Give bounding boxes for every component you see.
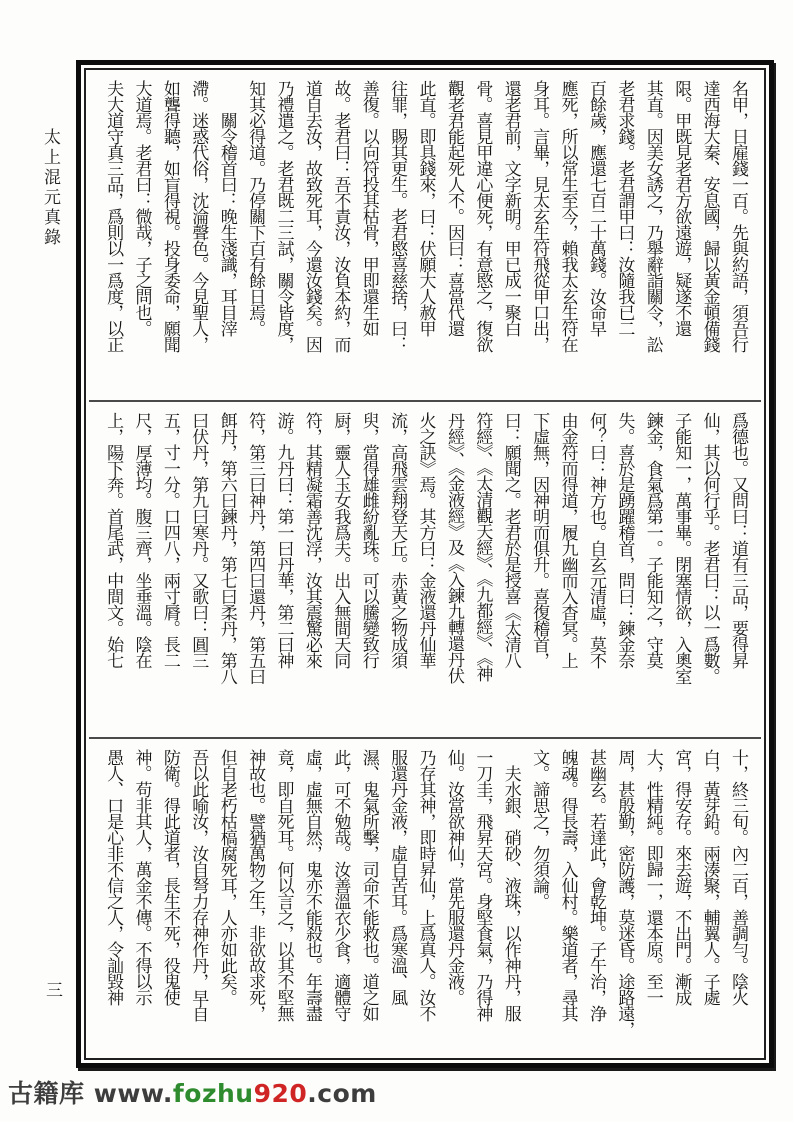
text-column: 白，黃芽鉛。兩湊聚，輔翼人。子處 [699,749,720,1005]
text-column: 子能知一，萬事畢。閉塞情欲，入奧室 [671,412,692,684]
text-column: 甚幽玄。若達此，會乾坤。子午治，浄 [585,749,606,1021]
watermark-url-suffix: .com [307,1079,377,1108]
text-column: 厨，靈人玉女我爲夫。出入無間天同 [330,412,351,668]
text-column: 丹經》、《金液經》及《入鍊九轉還丹伏 [443,412,464,683]
inner-border [84,68,766,1060]
text-column: 上，陽下奔。首尾武，中間文。始七 [103,412,124,668]
text-column: 關令稽首曰：晚生淺識，耳目滓 [216,80,237,336]
text-column: 愚人、口是心非不信之人，令訕毀神 [103,749,124,1005]
text-column: 身耳。言畢，見太玄生符飛從甲口出， [529,80,550,352]
text-column: 十，終三旬。內二百，善調勻。陰火 [728,749,748,1005]
text-column: 何？曰：神方也。自玄元清虛，莫不 [585,412,606,668]
text-column: 百餘歲，應還七百二十萬錢。汝命早 [585,80,606,336]
text-column: 如聾得聽，如盲得視。投身委命，願聞 [159,80,180,352]
text-column: 游。九丹曰：第一曰丹華，第二曰神 [273,412,294,668]
text-column: 還老君前，文字新明。甲已成一聚白 [500,80,521,336]
bottom-register [86,739,764,1058]
text-column: 虛，虛無自然，鬼亦不能殺也。年壽盡 [301,749,322,1021]
watermark [8,1074,377,1110]
text-column: 達西海大秦、安息國，歸以黃金頓備錢 [699,80,720,352]
text-column: 知其必得道。乃停關下百有餘日焉。 [245,80,266,336]
text-column: 大，性精純。即歸一，還本原。至一 [642,749,663,1005]
text-column: 一刀圭，飛昇天宮。身堅食氣，乃得神 [472,749,493,1021]
text-column: 臾，當得雄雌紛亂珠。可以騰變致行 [358,412,379,668]
text-column: 尺，厚薄均。腹三齊，坐垂溫。陰在 [131,412,152,668]
text-column: 符經》、《太清觀天經》、《九都經》、《神 [472,412,493,681]
top-register [86,70,764,400]
text-column: 曰伏丹，第九曰寒丹。又歌曰：圓三 [188,412,209,668]
watermark-url-red: 920 [253,1079,308,1108]
text-column: 夫大道守真三品，爲則以一爲度，以正 [103,80,124,352]
text-column: 符，第三曰神丹，第四曰還丹，第五曰 [245,412,266,684]
text-column: 濕、鬼氣所擊，司命不能救也。道之如 [358,749,379,1021]
text-column: 餌丹，第六曰鍊丹，第七曰柔丹，第八 [216,412,237,684]
page-number: 三 [46,981,63,1001]
text-column: 夫水銀、硝砂、液珠，以作神丹，服 [500,749,521,1021]
text-column: 往罪，賜其更生。老君愍喜慈捨，曰： [387,80,408,352]
text-column: 服還丹金液，虛自苦耳。爲寒溫、風 [387,749,408,1005]
text-column: 骨。喜見甲違心便死，有意愍之，復欲 [472,80,493,352]
text-column: 限。甲既見老君方欲遠遊，疑遂不還 [671,80,692,336]
text-column: 由金符而得道，履九幽而入杳冥。上 [557,412,578,668]
text-column: 應死，所以常生至今，賴我太玄生符在 [557,80,578,352]
text-column: 神故也。譬猶萬物之生，非欲故求死， [245,749,266,1021]
text-column: 仙。汝當欲神仙，當先服還丹金液。 [443,749,464,1005]
text-column: 吾以此喻汝，汝自弩力存神作丹，早自 [188,749,209,1021]
text-column: 觀老君能起死人不。因曰：喜當代還 [443,80,464,336]
text-column: 五，寸一分。口四八，兩寸脣。長二 [159,412,180,668]
watermark-brand: 古籍库 [8,1079,85,1108]
text-column: 大道焉。老君曰：微哉，子之問也。 [131,80,152,336]
text-column: 乃禮遣之。老君既二三試，關令皆度， [273,80,294,352]
text-column: 此直。即具錢來，曰：伏願大人赦甲 [415,80,436,336]
text-column: 仙，其以何行乎。老君曰：以一爲數。 [699,412,720,684]
text-column: 乃存其神，即時昇仙，上爲真人。汝不 [415,749,436,1021]
text-column: 道自去汝，故致死耳，今還汝錢矣。因 [301,80,322,352]
text-column: 但自老朽枯槁腐死耳，人亦如此矣。 [216,749,237,1005]
text-column: 竟，即自死耳。何以言之，以其不堅無 [273,749,294,1021]
text-column: 名甲，日雇錢一百。先與約語，須吾行 [728,80,748,352]
text-column: 下虛無，因神明而俱升。喜復稽首， [529,412,550,668]
text-column: 火之訣》焉。其方曰：金液還丹仙華 [415,412,436,668]
text-column: 神。苟非其人，萬金不傳。不得以示 [131,749,152,1005]
text-column: 符，其精凝霜善沈浮，汝其震驚必來 [301,412,322,668]
page-border-frame [76,60,774,1068]
text-column: 魄魂。得長壽，入仙村。樂道者，尋其 [557,749,578,1021]
text-column: 此，可不勉哉。汝善溫衣少食，適體守 [330,749,351,1021]
text-column: 防衛。得此道者，長生不死，役鬼使 [159,749,180,1005]
text-column: 故。老君曰：吾不責汝，汝負本約，而 [330,80,351,352]
text-column: 老君求錢。老君謂甲曰：汝隨我已二 [614,80,635,336]
text-column: 周，甚殷勤，密防護，莫迷昏。途路遠， [614,749,635,1037]
text-column: 曰：願聞之。老君於是授喜《太清八 [500,412,521,668]
watermark-url-green: fozhu [172,1079,254,1108]
text-column: 宮，得安存。來去遊，不出門。漸成 [671,749,692,1005]
text-column: 鍊金，食氣爲第一。子能知之，守莫 [642,412,663,668]
text-column: 其直。因美女誘之，乃舉辭詣關令，訟 [642,80,663,352]
text-column: 善復。以向符投其枯骨，甲即還生如 [358,80,379,336]
text-column: 流，高飛雲翔登天丘。赤黃之物成須 [387,412,408,668]
middle-register [86,402,764,737]
text-column: 爲德也。又問曰：道有三品，要得昇 [728,412,748,668]
text-column: 文。諦思之，勿須論。 [529,749,550,909]
text-column: 滯。迷惑代俗，沈淪聲色。今見聖人， [188,80,209,352]
watermark-url-prefix: www. [84,1079,173,1108]
book-margin-title: 太上混元真錄 [40,128,60,248]
text-column: 失。喜於是踴躍稽首，問曰：鍊金奈 [614,412,635,668]
